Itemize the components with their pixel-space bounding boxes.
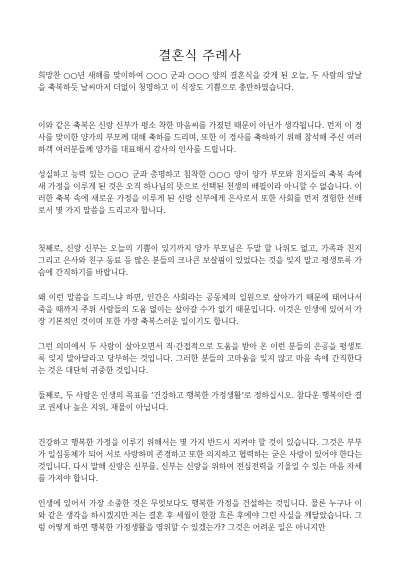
paragraph-2: 이와 같은 축복은 신랑 신부가 평소 착한 마음씨를 가졌던 때문이 아닌가 생각됩니다. 먼저 이 경사를 맞이한 양가의 부모께 대해 축하를 드리며, 또한 이 경사를 축하하기 위해 참석해 주신 여러 하객 여러분들께 양가를 대표해서 감사의 인사를 드립니다. (38, 121, 362, 154)
paragraph-3: 성실하고 능력 있는 ○○○ 군과 총명하고 침착한 ○○○ 양이 양가 부모와 친지들의 축복 속에 새 가정을 이루게 된 것은 오직 하나님의 뜻으로 선택된 천생의 배필이라 아니할 수 없습니다. 이러한 축복 속에 새로운 가정을 이루게 된 신랑 신부에게 은사로서 또한 사회를 먼저 경험한 선배로서 몇 가지 말씀을 드리고자 합니다. (38, 170, 362, 215)
paragraph-9: 인생에 있어서 가장 소중한 것은 무엇보다도 행복한 가정을 건설하는 것입니다. 물론 누구나 이와 같은 생각을 하시겠지만 저는 결혼 후 세월이 한참 흐른 후에야 그런 사실을 깨달았습니다. 그럼 어떻게 하면 행복한 가정생활을 영위할 수 있겠는가? 그것은 어려운 일은 아니지만 (38, 499, 362, 532)
paragraph-6: 그런 의미에서 두 사람이 살아오면서 직·간접적으로 도움을 받아 온 이런 분들의 은공을 평생토록 잊지 말아달라고 당부하는 것입니다. 그러한 분들의 고마움을 잊지 않고 마음 속에 간직한다는 것은 대단히 귀중한 것입니다. (38, 342, 362, 375)
document-title: 결혼식 주례사 (158, 49, 242, 64)
paragraph-7: 둘째로, 두 사람은 인생의 목표를 ‘건강하고 행복한 가정생활’로 정하십시오. 참다운 행복이란 결코 권세나 높은 지위, 재물이 아닙니다. (38, 391, 362, 412)
paragraph-5: 왜 이런 말씀을 드리느냐 하면, 인간은 사회라는 공동체의 일원으로 살아가기 때문에 태어나서 죽을 때까지 주위 사람들의 도움 없이는 살아갈 수가 없기 때문입니다. 이것은 인생에 있어서 가장 기본적인 것이며 또한 가장 축복스러운 일이기도 합니다. (38, 293, 362, 326)
paragraph-8: 건강하고 행복한 가정을 이루기 위해서는 몇 가지 반드시 지켜야 할 것이 있습니다. 그것은 부부가 일심동체가 되어 서로 사랑하며 존경하고 또한 의지하고 협력하는 굳은 사랑이 있어야 한다는 것입니다. 다시 말해 신랑은 신부를, 신부는 신랑을 위하여 전심전력을 기울일 수 있는 마음 자세를 가져야 합니다. (38, 438, 362, 483)
paragraph-1: 희망찬 ○○년 새해를 맞이하여 ○○○ 군과 ○○○ 양의 결혼식을 갖게 된 오늘, 두 사람의 앞날을 축복하듯 날씨마저 더없이 청명하고 이 식장도 기쁨으로 충만하였습니다. (38, 71, 362, 92)
paragraph-4: 첫째로, 신랑 신부는 오늘의 기쁨이 있기까지 양가 부모님은 두말 할 나위도 없고, 가족과 친지 그리고 은사와 친구 동료 등 많은 분들의 크나큰 보살핌이 있었다는 것을 잊지 말고 평생토록 가슴에 간직하기를 바랍니다. (38, 244, 362, 277)
